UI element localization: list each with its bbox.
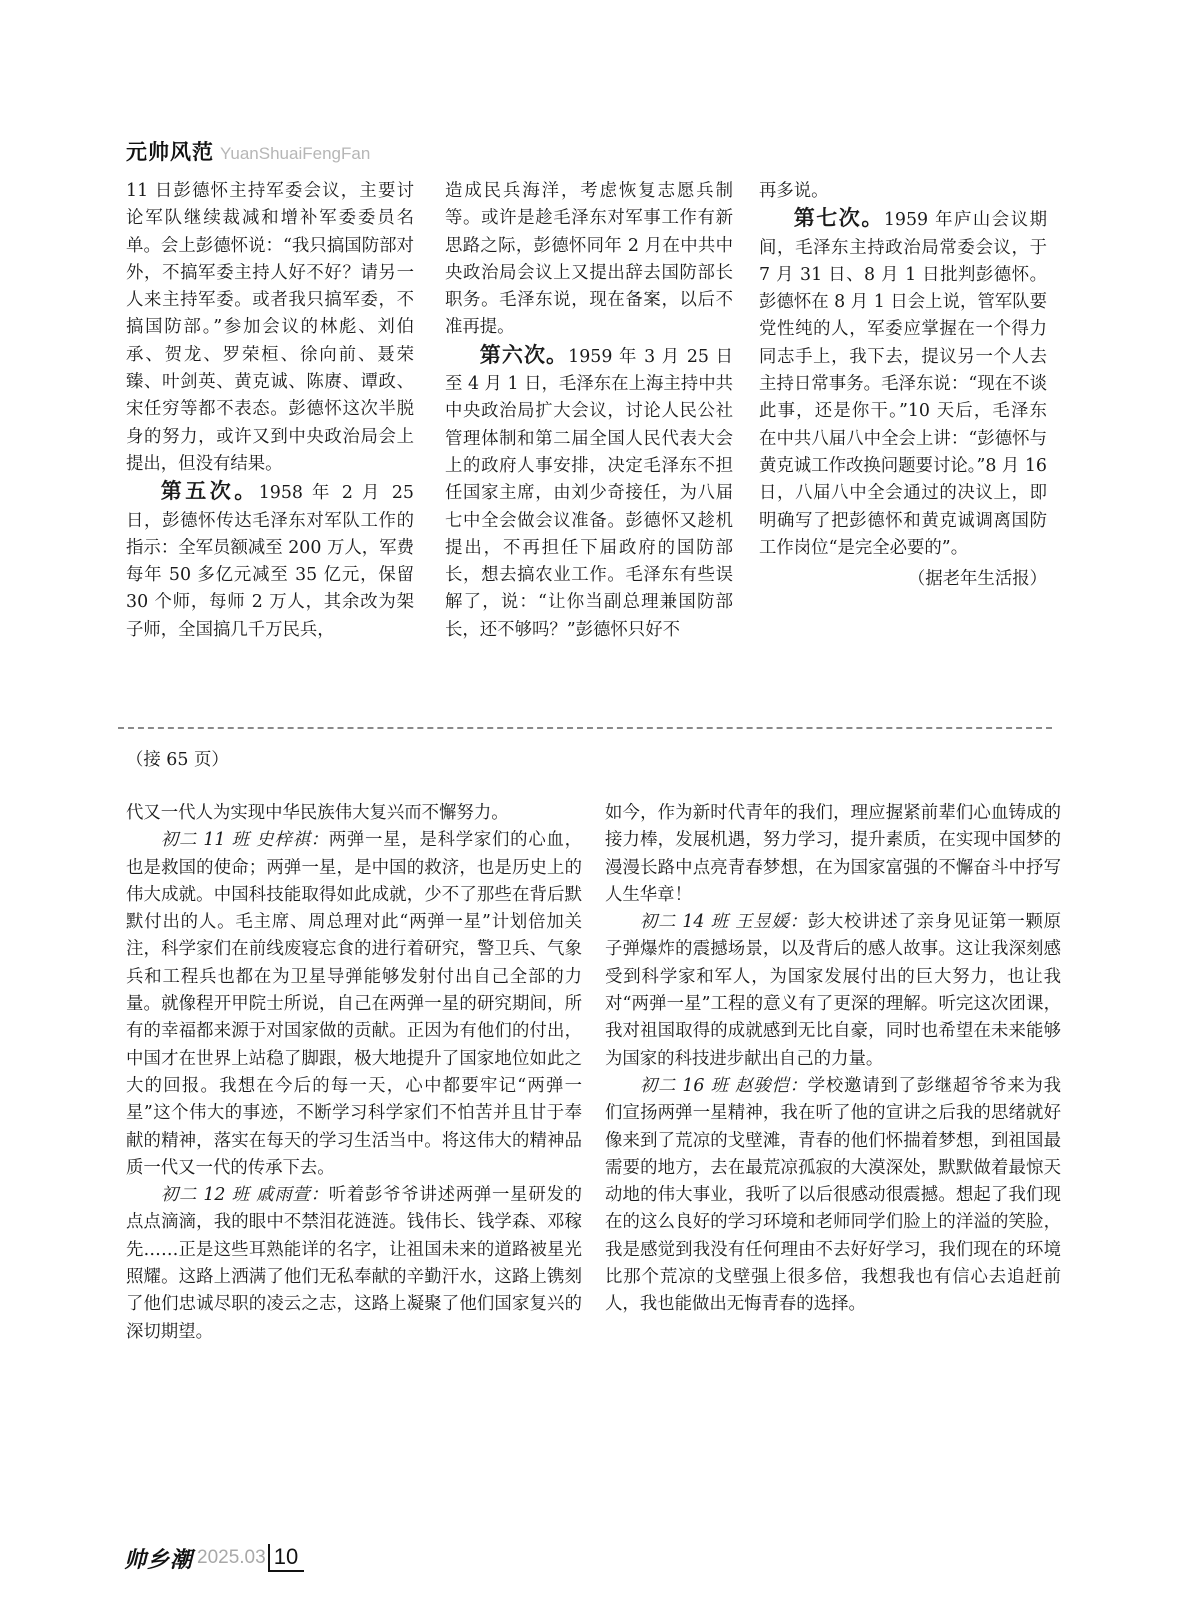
paragraph [605, 909, 1061, 1073]
page-number: 10 [268, 1544, 304, 1572]
paragraph-body: 学校邀请到了彭继超爷爷来为我们宣扬两弹一星精神，我在听了他的宣讲之后我的思绪就好像来到了荒凉的戈壁滩，青春的他们怀揣着梦想，到祖国最需要的地方，去在最荒凉孤寂的大漠深处，默默做着最惊天动地的伟大事业，我听了以后很感动很震撼。想起了我们现在的这么良好的学习环境和老师同学们脸上的洋溢的笑脸，我是感觉到我没有任何理由不去好好学习，我们现在的环境比那个荒凉的戈壁强上很多倍，我想我也有信心去追赶前人，我也能做出无悔青春的选择。 [605, 1075, 1061, 1315]
bottom-article-column-1 [126, 800, 582, 1346]
issue-number: 2025.03 [197, 1547, 266, 1568]
paragraph [126, 478, 414, 644]
paragraph-body: 两弹一星，是科学家们的心血，也是救国的使命；两弹一星，是中国的救济，也是历史上的伟大成就。中国科技能取得如此成就，少不了那些在背后默默付出的人。毛主席、周总理对此“两弹一星”计划倍加关注，科学家们在前线废寝忘食的进行着研究，警卫兵、气象兵和工程兵也都在为卫星导弹能够发射付出自己全部的力量。就像程开甲院士所说，自己在两弹一星的研究期间，所有的幸福都来源于对国家做的贡献。正因为有他们的付出，中国才在世界上站稳了脚跟，极大地提升了国家地位如此之大的回报。我想在今后的每一天，心中都要牢记“两弹一星”这个伟大的事迹，不断学习科学家们不怕苦并且甘于奉献的精神，落实在每天的学习生活当中。将这伟大的精神品质一代又一代的传承下去。 [126, 830, 582, 1178]
speaker-label: 初二 12 班 戚雨萱： [160, 1185, 329, 1206]
paragraph [759, 205, 1047, 562]
paragraph: 代又一代人为实现中华民族伟大复兴而不懈努力。 [126, 803, 509, 823]
paragraph: 如今，作为新时代青年的我们，理应握紧前辈们心血铸成的接力棒，发展机遇，努力学习，提升素质，在实现中国梦的漫漫长路中点亮青春梦想，在为国家富强的不懈奋斗中抒写人生华章！ [605, 803, 1061, 905]
continuation-note: （接 65 页） [126, 750, 229, 770]
paragraph [126, 1182, 582, 1346]
section-divider [118, 727, 1052, 729]
section-title-cn: 元帅风范 [126, 140, 214, 164]
section-title-en: YuanShuaiFengFan [220, 144, 371, 163]
paragraph-body: 彭大校讲述了亲身见证第一颗原子弹爆炸的震撼场景，以及背后的感人故事。这让我深刻感受到科学家和军人，为国家发展付出的巨大努力，也让我对“两弹一星”工程的意义有了更深的理解。听完这次团课，我对祖国取得的成就感到无比自豪，同时也希望在未来能够为国家的科技进步献出自己的力量。 [605, 912, 1061, 1069]
speaker-label: 初二 16 班 赵骏恺： [639, 1075, 808, 1096]
speaker-label: 初二 14 班 王昱媛： [639, 912, 808, 933]
paragraph-body: 1959 年 3 月 25 日至 4 月 1 日，毛泽东在上海主持中共中央政治局扩大会议，讨论人民公社管理体制和第二届全国人民代表大会上的政府人事安排，决定毛泽东不担任国家主席，由刘少奇接任，为八届七中全会做会议准备。彭德怀又趁机提出，不再担任下届政府的国防部长，想去搞农业工作。毛泽东有些误解了，说：“让你当副总理兼国防部长，还不够吗？”彭德怀只好不 [445, 346, 734, 640]
paragraph-lead: 第五次。 [160, 479, 259, 504]
paragraph-lead: 第七次。 [793, 206, 884, 231]
paragraph [605, 1073, 1061, 1319]
magazine-logo: 帅乡潮 [124, 1546, 194, 1573]
top-article-column-1 [126, 178, 414, 644]
speaker-label: 初二 11 班 史梓祺： [160, 830, 329, 851]
paragraph: 再多说。 [759, 181, 829, 201]
article-source: （据老年生活报） [907, 569, 1047, 590]
top-article-column-3 [759, 178, 1047, 593]
top-article-column-2 [445, 178, 733, 644]
paragraph-body: 1958 年 2 月 25 日，彭德怀传达毛泽东对军队工作的指示：全军员额减至 200 万人，军费每年 50 多亿元减至 35 亿元，保留 30 个师，每师 2 万人，其余改为架子师，全国搞几千万民兵， [126, 483, 414, 640]
paragraph [445, 342, 733, 644]
paragraph-lead: 第六次。 [479, 342, 569, 367]
paragraph [126, 827, 582, 1182]
section-header [126, 136, 370, 162]
page-footer [124, 1541, 304, 1575]
paragraph-body: 听着彭爷爷讲述两弹一星研发的点点滴滴，我的眼中不禁泪花涟涟。钱伟长、钱学森、邓稼先……正是这些耳熟能详的名字，让祖国未来的道路被星光照耀。这路上洒满了他们无私奉献的辛勤汗水，这路上镌刻了他们忠诚尽职的凌云之志，这路上凝聚了他们国家复兴的深切期望。 [126, 1185, 582, 1342]
paragraph: 造成民兵海洋，考虑恢复志愿兵制等。或许是趁毛泽东对军事工作有新思路之际，彭德怀同年 2 月在中共中央政治局会议上又提出辞去国防部长职务。毛泽东说，现在备案，以后不准再提。 [445, 181, 733, 338]
bottom-article-column-2 [605, 800, 1061, 1319]
paragraph-body: 1959 年庐山会议期间，毛泽东主持政治局常委会议，于 7 月 31 日、8 月 1 日批判彭德怀。彭德怀在 8 月 1 日会上说，管军队要党性纯的人，军委应掌握在一个得力同志手上，我下去，提议另一个人去主持日常事务。毛泽东说：“现在不谈此事，还是你干。”10 天后，毛泽东在中共八届八中全会上讲：“彭德怀与黄克诚工作改换问题要讨论。”8 月 16 日，八届八中全会通过的决议上，即明确写了把彭德怀和黄克诚调离国防工作岗位“是完全必要的”。 [759, 210, 1047, 558]
paragraph: 11 日彭德怀主持军委会议，主要讨论军队继续裁减和增补军委委员名单。会上彭德怀说：“我只搞国防部对外，不搞军委主持人好不好？请另一人来主持军委。或者我只搞军委，不搞国防部。”参加会议的林彪、刘伯承、贺龙、罗荣桓、徐向前、聂荣臻、叶剑英、黄克诚、陈赓、谭政、宋任穷等都不表态。彭德怀这次半脱身的努力，或许又到中央政治局会上提出，但没有结果。 [126, 181, 414, 474]
